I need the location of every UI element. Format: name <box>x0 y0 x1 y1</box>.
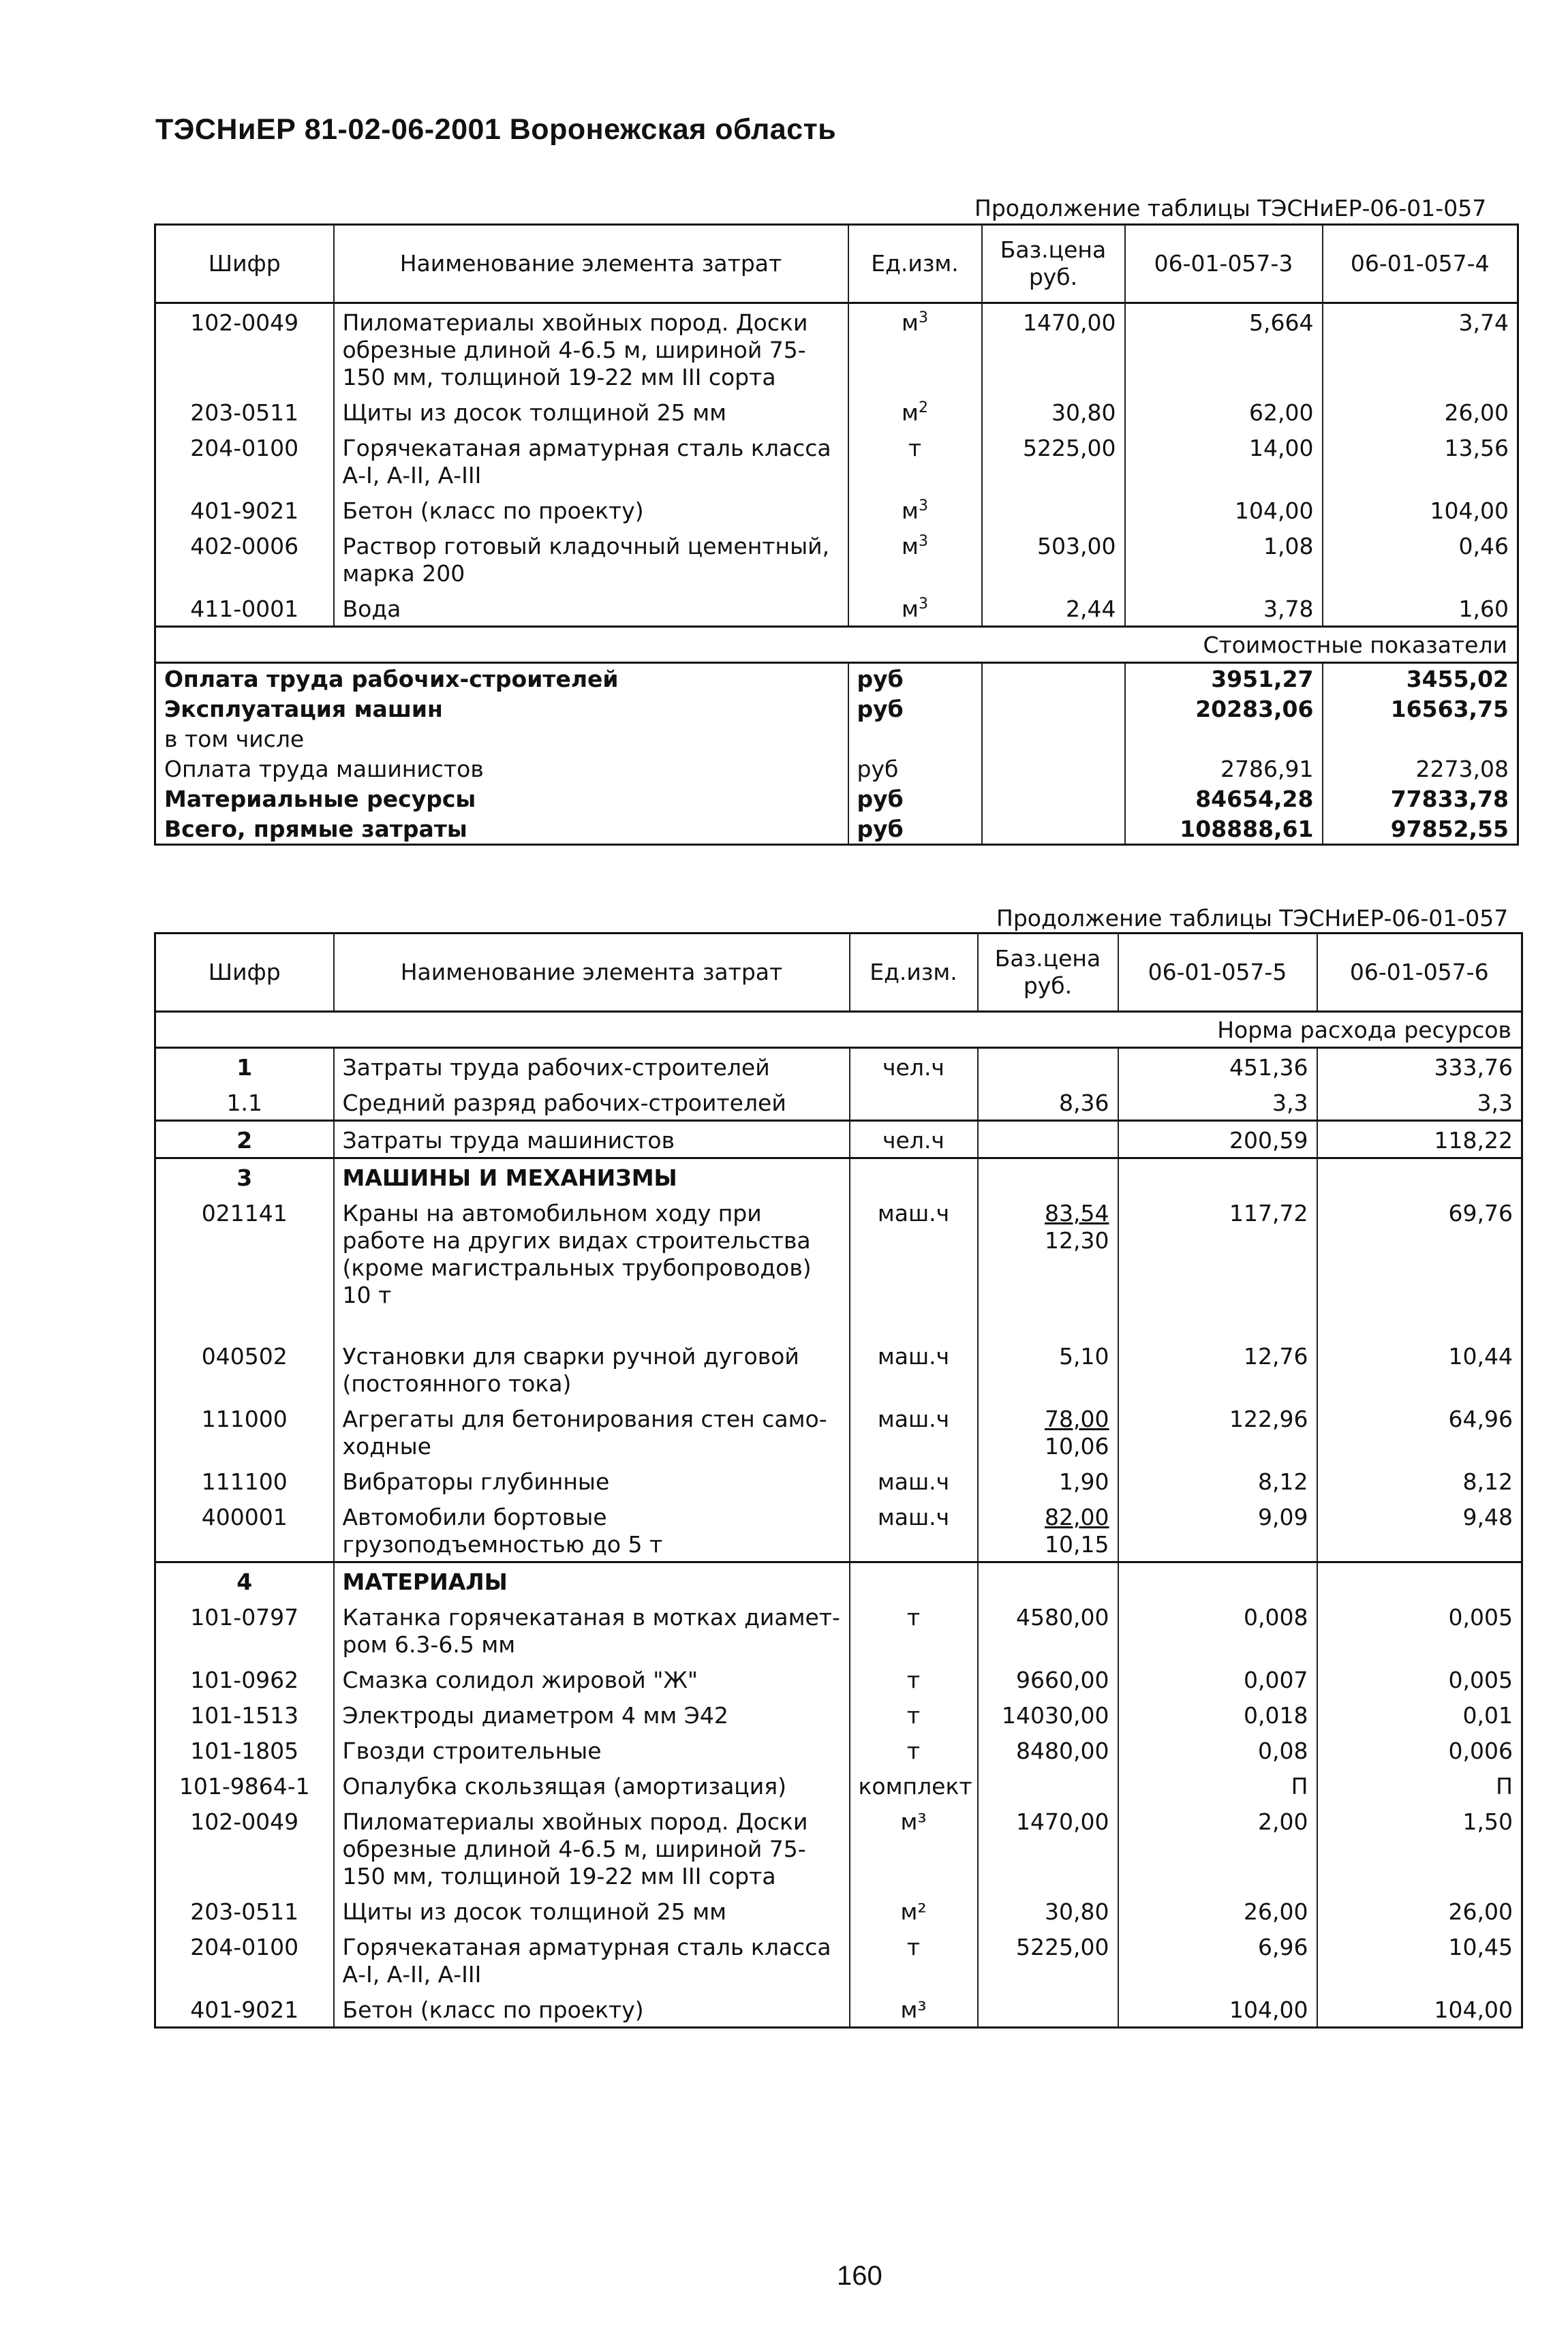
summary-unit: руб <box>848 754 982 784</box>
summary-value-4: 77833,78 <box>1323 784 1518 814</box>
cell-name: Краны на автомобильном ходу при работе на других видах строительства (кроме магистральных трубопроводов) 10 т <box>334 1194 850 1338</box>
summary-unit: руб <box>848 694 982 724</box>
cell-base-price <box>978 1661 1118 1697</box>
cell-value-5: 451,36 <box>1118 1048 1317 1085</box>
cell-name: МАШИНЫ И МЕХАНИЗМЫ <box>334 1158 850 1195</box>
section-label: Норма расхода ресурсов <box>1217 1017 1511 1043</box>
summary-row <box>155 814 1518 845</box>
cell-value-3: 14,00 <box>1125 429 1323 492</box>
cell-value-5: 0,007 <box>1118 1661 1317 1697</box>
cell-code: 411-0001 <box>190 596 299 622</box>
cell-value-4: 104,00 <box>1323 492 1518 527</box>
cell-value-6: 333,76 <box>1317 1048 1522 1085</box>
cell-value-6: 3,3 <box>1317 1084 1522 1121</box>
cell-unit <box>850 1562 978 1599</box>
table-row <box>155 1121 1522 1158</box>
base-price-primary: 14030,00 <box>1002 1702 1109 1729</box>
header-code: Шифр <box>155 225 334 303</box>
cell-unit: комплект <box>850 1768 978 1803</box>
cell-code: 021141 <box>201 1200 288 1227</box>
unit-text: т <box>908 435 922 461</box>
base-price-secondary: 10,15 <box>1045 1531 1109 1558</box>
cell-unit <box>848 492 982 527</box>
base-price-primary: 78,00 <box>1045 1406 1109 1432</box>
cell-base-price <box>978 1562 1118 1599</box>
unit-superscript: 3 <box>918 533 928 550</box>
table-row <box>155 303 1518 395</box>
cell-code: 204-0100 <box>190 1934 299 1960</box>
header-base-price: Баз.цена руб. <box>982 225 1125 303</box>
cell-code: 111000 <box>201 1406 288 1432</box>
base-price-primary: 4580,00 <box>1016 1604 1109 1631</box>
header-col-4: 06-01-057-4 <box>1323 225 1518 303</box>
table2-header-row <box>155 934 1522 1012</box>
cell-name: Бетон (класс по проекту) <box>334 1991 850 2028</box>
cell-value-6: П <box>1317 1768 1522 1803</box>
cell-unit: т <box>850 1732 978 1768</box>
cell-value-5: 0,08 <box>1118 1732 1317 1768</box>
summary-row <box>155 663 1518 694</box>
cell-unit: м³ <box>850 1991 978 2028</box>
table2 <box>154 932 1523 2029</box>
summary-value-4 <box>1323 724 1518 754</box>
summary-empty <box>982 724 1125 754</box>
cell-name: Катанка горячекатаная в мотках диамет-ром 6.3-6.5 мм <box>334 1599 850 1661</box>
cell-unit: т <box>850 1661 978 1697</box>
summary-label: Материальные ресурсы <box>164 786 476 812</box>
header-code: Шифр <box>155 934 334 1012</box>
unit-text: м <box>902 497 919 524</box>
cell-value-6: 26,00 <box>1317 1893 1522 1928</box>
document-title: ТЭСНиЕР 81-02-06-2001 Воронежская область <box>155 113 837 146</box>
cell-unit: чел.ч <box>850 1121 978 1158</box>
cell-code: 101-1513 <box>190 1702 299 1729</box>
summary-empty <box>982 784 1125 814</box>
cell-value-5: 6,96 <box>1118 1928 1317 1991</box>
cell-value-6: 0,005 <box>1317 1661 1522 1697</box>
cell-base-price <box>978 1338 1118 1400</box>
unit-text: м <box>902 596 919 622</box>
cell-code: 4 <box>155 1562 334 1599</box>
base-price-secondary: 12,30 <box>1045 1227 1109 1254</box>
summary-label: Эксплуатация машин <box>164 696 443 722</box>
header-col-3: 06-01-057-3 <box>1125 225 1323 303</box>
summary-row <box>155 694 1518 724</box>
table-row <box>155 1400 1522 1463</box>
summary-row <box>155 784 1518 814</box>
cell-code: 1.1 <box>226 1090 262 1116</box>
cell-unit: т <box>850 1599 978 1661</box>
cell-value-6: 9,48 <box>1317 1498 1522 1562</box>
unit-superscript: 2 <box>918 399 928 416</box>
summary-empty <box>982 663 1125 694</box>
page-number: 160 <box>837 2261 882 2291</box>
summary-value-3 <box>1125 724 1323 754</box>
table-row <box>155 1194 1522 1338</box>
cell-unit: маш.ч <box>850 1400 978 1463</box>
header-unit: Ед.изм. <box>850 934 978 1012</box>
cell-name: Щиты из досок толщиной 25 мм <box>334 394 848 429</box>
cell-base-price <box>978 1991 1118 2028</box>
cell-name: Электроды диаметром 4 мм Э42 <box>334 1697 850 1732</box>
cell-code: 401-9021 <box>190 497 299 524</box>
cell-code: 2 <box>155 1121 334 1158</box>
summary-unit: руб <box>848 663 982 694</box>
cell-value-6: 104,00 <box>1317 1991 1522 2028</box>
cell-value-5: 104,00 <box>1118 1991 1317 2028</box>
cell-base-price <box>978 1048 1118 1085</box>
cell-value-6: 8,12 <box>1317 1463 1522 1498</box>
base-price-primary: 83,54 <box>1045 1200 1109 1227</box>
base-price-primary: 5225,00 <box>1016 1934 1109 1960</box>
cell-unit: маш.ч <box>850 1194 978 1338</box>
cell-base-price <box>978 1084 1118 1121</box>
table-row <box>155 1084 1522 1121</box>
base-price-primary: 1,90 <box>1059 1468 1109 1495</box>
base-price-primary: 30,80 <box>1045 1898 1109 1925</box>
unit-superscript: 3 <box>918 596 928 613</box>
table-row <box>155 1048 1522 1085</box>
table-row <box>155 1338 1522 1400</box>
table1-header-row <box>155 225 1518 303</box>
summary-unit: руб <box>848 814 982 845</box>
cell-name: Смазка солидол жировой "Ж" <box>334 1661 850 1697</box>
cell-value-6: 118,22 <box>1317 1121 1522 1158</box>
summary-empty <box>982 694 1125 724</box>
cell-name: Раствор готовый кладочный цементный, марка 200 <box>334 527 848 590</box>
cell-code: 101-0797 <box>190 1604 299 1631</box>
table-row <box>155 1599 1522 1661</box>
summary-value-4: 3455,02 <box>1323 663 1518 694</box>
cell-unit: маш.ч <box>850 1338 978 1400</box>
cell-base-price <box>978 1928 1118 1991</box>
summary-value-4: 16563,75 <box>1323 694 1518 724</box>
section-row <box>155 627 1518 663</box>
base-price-primary: 8,36 <box>1059 1090 1109 1116</box>
cell-code: 204-0100 <box>190 435 299 461</box>
cell-base-price: 2,44 <box>982 590 1125 627</box>
table-row <box>155 1768 1522 1803</box>
cell-code: 400001 <box>201 1504 288 1530</box>
cell-name: Пиломатериалы хвойных пород. Доски обрезные длиной 4-6.5 м, шириной 75-150 мм, толщиной 19-22 мм III сорта <box>334 303 848 395</box>
table-row <box>155 527 1518 590</box>
section-row <box>155 1012 1522 1048</box>
summary-label: Всего, прямые затраты <box>164 816 467 842</box>
cell-unit <box>848 590 982 627</box>
base-price-primary: 8480,00 <box>1016 1738 1109 1764</box>
cell-value-3: 62,00 <box>1125 394 1323 429</box>
cell-value-5: 12,76 <box>1118 1338 1317 1400</box>
table-row <box>155 1562 1522 1599</box>
cell-value-5: 9,09 <box>1118 1498 1317 1562</box>
cell-value-5: 26,00 <box>1118 1893 1317 1928</box>
cell-name: Затраты труда машинистов <box>334 1121 850 1158</box>
cell-code: 1 <box>155 1048 334 1085</box>
cell-value-6: 64,96 <box>1317 1400 1522 1463</box>
cell-unit: т <box>850 1928 978 1991</box>
summary-value-3: 108888,61 <box>1125 814 1323 845</box>
summary-value-4: 97852,55 <box>1323 814 1518 845</box>
table-row <box>155 1661 1522 1697</box>
cell-value-6 <box>1317 1158 1522 1195</box>
header-col-5: 06-01-057-5 <box>1118 934 1317 1012</box>
cell-unit: т <box>850 1697 978 1732</box>
cell-name: Установки для сварки ручной дуговой (постоянного тока) <box>334 1338 850 1400</box>
cell-value-5: 0,018 <box>1118 1697 1317 1732</box>
summary-label: Оплата труда машинистов <box>164 756 484 782</box>
table-row <box>155 1732 1522 1768</box>
cell-value-6: 0,006 <box>1317 1732 1522 1768</box>
cell-unit <box>850 1158 978 1195</box>
cell-code: 101-1805 <box>190 1738 299 1764</box>
base-price-primary: 9660,00 <box>1016 1667 1109 1693</box>
cell-unit: чел.ч <box>850 1048 978 1085</box>
cell-name: Горячекатаная арматурная сталь класса А-I, А-II, А-III <box>334 429 848 492</box>
cell-name: Автомобили бортовые грузоподъемностью до 5 т <box>334 1498 850 1562</box>
base-price-primary: 1470,00 <box>1016 1808 1109 1835</box>
table1-continuation-caption: Продолжение таблицы ТЭСНиЕР-06-01-057 <box>974 195 1487 221</box>
cell-value-4: 3,74 <box>1323 303 1518 395</box>
summary-row <box>155 724 1518 754</box>
cell-value-5 <box>1118 1158 1317 1195</box>
cell-value-3: 5,664 <box>1125 303 1323 395</box>
cell-base-price <box>978 1732 1118 1768</box>
unit-text: м <box>902 533 919 559</box>
cell-value-5: 2,00 <box>1118 1803 1317 1893</box>
cell-value-5: 122,96 <box>1118 1400 1317 1463</box>
cell-value-4: 26,00 <box>1323 394 1518 429</box>
cell-base-price <box>978 1599 1118 1661</box>
cell-code: 101-0962 <box>190 1667 299 1693</box>
cell-value-5: 0,008 <box>1118 1599 1317 1661</box>
cell-code: 102-0049 <box>190 309 299 336</box>
summary-empty <box>982 814 1125 845</box>
table-row <box>155 1498 1522 1562</box>
cell-unit <box>848 394 982 429</box>
cell-name: Затраты труда рабочих-строителей <box>334 1048 850 1085</box>
cell-base-price <box>978 1400 1118 1463</box>
cell-value-6: 10,44 <box>1317 1338 1522 1400</box>
cell-base-price <box>978 1697 1118 1732</box>
cell-base-price: 5225,00 <box>982 429 1125 492</box>
cell-name: Бетон (класс по проекту) <box>334 492 848 527</box>
header-base-price: Баз.цена руб. <box>978 934 1118 1012</box>
cell-name: Опалубка скользящая (амортизация) <box>334 1768 850 1803</box>
summary-value-4: 2273,08 <box>1323 754 1518 784</box>
summary-value-3: 2786,91 <box>1125 754 1323 784</box>
table-row <box>155 1893 1522 1928</box>
summary-value-3: 84654,28 <box>1125 784 1323 814</box>
cell-value-6: 69,76 <box>1317 1194 1522 1338</box>
cell-name: Гвозди строительные <box>334 1732 850 1768</box>
header-col-6: 06-01-057-6 <box>1317 934 1522 1012</box>
table-row <box>155 1697 1522 1732</box>
summary-label: Оплата труда рабочих-строителей <box>155 663 848 694</box>
cell-unit: маш.ч <box>850 1498 978 1562</box>
cell-code: 3 <box>155 1158 334 1195</box>
cell-code: 203-0511 <box>190 399 299 426</box>
header-name: Наименование элемента затрат <box>334 934 850 1012</box>
header-unit: Ед.изм. <box>848 225 982 303</box>
cell-name: Вибраторы глубинные <box>334 1463 850 1498</box>
summary-unit <box>848 724 982 754</box>
table-row <box>155 394 1518 429</box>
cell-name: Щиты из досок толщиной 25 мм <box>334 1893 850 1928</box>
base-price-secondary: 10,06 <box>1045 1433 1109 1460</box>
cell-value-5: 8,12 <box>1118 1463 1317 1498</box>
summary-value-3: 3951,27 <box>1125 663 1323 694</box>
summary-unit: руб <box>848 784 982 814</box>
table-row <box>155 590 1518 627</box>
table1 <box>154 223 1519 846</box>
cell-base-price: 1470,00 <box>982 303 1125 395</box>
cell-base-price <box>978 1893 1118 1928</box>
cell-value-5: 3,3 <box>1118 1084 1317 1121</box>
table-row <box>155 492 1518 527</box>
cell-value-6: 10,45 <box>1317 1928 1522 1991</box>
cell-value-3: 104,00 <box>1125 492 1323 527</box>
cell-code: 402-0006 <box>190 533 299 559</box>
unit-superscript: 3 <box>918 309 928 326</box>
unit-text: м <box>902 399 919 426</box>
cell-unit <box>848 303 982 395</box>
cell-name: МАТЕРИАЛЫ <box>334 1562 850 1599</box>
cell-name: Вода <box>334 590 848 627</box>
cell-base-price: 30,80 <box>982 394 1125 429</box>
summary-empty <box>982 754 1125 784</box>
header-name: Наименование элемента затрат <box>334 225 848 303</box>
cell-value-4: 1,60 <box>1323 590 1518 627</box>
cell-code: 101-9864-1 <box>179 1773 310 1800</box>
cell-name: Средний разряд рабочих-строителей <box>334 1084 850 1121</box>
cell-value-6: 0,005 <box>1317 1599 1522 1661</box>
table-row <box>155 1991 1522 2028</box>
unit-superscript: 3 <box>918 497 928 514</box>
cell-value-6 <box>1317 1562 1522 1599</box>
base-price-primary: 82,00 <box>1045 1504 1109 1530</box>
cell-value-5: 200,59 <box>1118 1121 1317 1158</box>
cell-base-price <box>978 1158 1118 1195</box>
table2-continuation-caption: Продолжение таблицы ТЭСНиЕР-06-01-057 <box>996 905 1509 931</box>
cell-unit: м² <box>850 1893 978 1928</box>
cell-code: 102-0049 <box>190 1808 299 1835</box>
summary-row <box>155 754 1518 784</box>
cell-base-price <box>978 1803 1118 1893</box>
cell-base-price <box>978 1121 1118 1158</box>
cell-value-5: 117,72 <box>1118 1194 1317 1338</box>
cell-value-6: 1,50 <box>1317 1803 1522 1893</box>
cell-unit <box>848 429 982 492</box>
cell-unit: м³ <box>850 1803 978 1893</box>
cell-name: Агрегаты для бетонирования стен само-ходные <box>334 1400 850 1463</box>
cell-value-6: 0,01 <box>1317 1697 1522 1732</box>
table-row <box>155 1803 1522 1893</box>
table-row <box>155 1463 1522 1498</box>
table-row <box>155 1928 1522 1991</box>
cell-value-3: 3,78 <box>1125 590 1323 627</box>
summary-label: в том числе <box>164 726 305 752</box>
section-label: Стоимостные показатели <box>155 627 1518 663</box>
cell-unit <box>850 1084 978 1121</box>
cell-value-3: 1,08 <box>1125 527 1323 590</box>
base-price-primary: 5,10 <box>1059 1343 1109 1370</box>
cell-unit: маш.ч <box>850 1463 978 1498</box>
cell-code: 401-9021 <box>190 1996 299 2023</box>
summary-value-3: 20283,06 <box>1125 694 1323 724</box>
cell-base-price <box>982 492 1125 527</box>
cell-code: 040502 <box>201 1343 288 1370</box>
cell-base-price <box>978 1194 1118 1338</box>
table-row <box>155 1158 1522 1195</box>
cell-value-5 <box>1118 1562 1317 1599</box>
cell-value-4: 0,46 <box>1323 527 1518 590</box>
cell-base-price <box>978 1498 1118 1562</box>
cell-base-price: 503,00 <box>982 527 1125 590</box>
table-row <box>155 429 1518 492</box>
cell-base-price <box>978 1768 1118 1803</box>
cell-unit <box>848 527 982 590</box>
cell-value-5: П <box>1118 1768 1317 1803</box>
cell-value-4: 13,56 <box>1323 429 1518 492</box>
cell-name: Пиломатериалы хвойных пород. Доски обрезные длиной 4-6.5 м, шириной 75-150 мм, толщиной 19-22 мм III сорта <box>334 1803 850 1893</box>
cell-name: Горячекатаная арматурная сталь класса А-I, А-II, А-III <box>334 1928 850 1991</box>
cell-base-price <box>978 1463 1118 1498</box>
cell-code: 203-0511 <box>190 1898 299 1925</box>
cell-code: 111100 <box>201 1468 288 1495</box>
unit-text: м <box>902 309 919 336</box>
